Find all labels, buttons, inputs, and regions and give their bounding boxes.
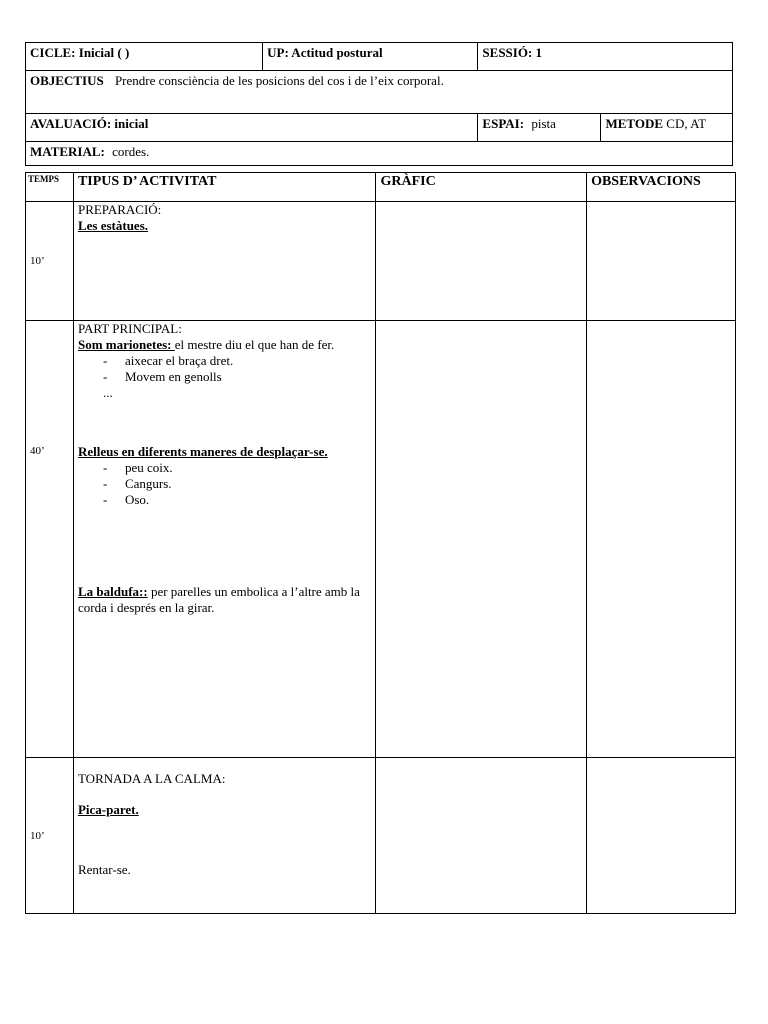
grafic-header: GRÀFIC <box>376 173 587 202</box>
activity-cell <box>73 758 375 914</box>
activity-text: per parelles un embolica a l’altre amb la corda i després en la girar. <box>77 584 360 615</box>
observacions-cell <box>587 321 736 758</box>
ellipsis: ... <box>102 385 113 400</box>
temps-header: TEMPS <box>26 173 74 202</box>
table-header-row <box>26 173 736 202</box>
section-label: TORNADA A LA CALMA: <box>77 771 226 786</box>
list-item: - peu coix. <box>102 460 173 475</box>
section-label: PREPARACIÓ: <box>77 202 162 217</box>
grafic-cell <box>376 758 587 914</box>
activity-cell <box>73 202 375 321</box>
list-item: - aixecar el braça dret. <box>102 353 234 368</box>
temps-cell <box>26 321 74 758</box>
activity-item <box>78 584 371 616</box>
observacions-cell <box>587 202 736 321</box>
table-row <box>26 321 736 758</box>
tipus-header: TIPUS D’ ACTIVITAT <box>73 173 375 202</box>
section-label: PART PRINCIPAL: <box>77 321 182 336</box>
session-header-table <box>25 42 733 166</box>
avaluacio-cell: AVALUACIÓ: inicial <box>26 114 478 142</box>
activity-title: Pica-paret. <box>77 802 139 817</box>
activity-text: Rentar-se. <box>77 862 131 877</box>
espai-label: ESPAI: <box>482 116 525 131</box>
sessio-cell: SESSIÓ: 1 <box>478 43 733 71</box>
material-label: MATERIAL: <box>30 144 105 159</box>
list-item: - Movem en genolls <box>102 369 222 384</box>
observacions-cell <box>587 758 736 914</box>
up-cell: UP: Actitud postural <box>263 43 478 71</box>
grafic-cell <box>376 321 587 758</box>
material-cell <box>26 142 733 166</box>
objectius-text: Prendre consciència de les posicions del cos i de l’eix corporal. <box>114 73 444 88</box>
activity-title: Les estàtues. <box>77 218 149 233</box>
activity-text: el mestre diu el que han de fer. <box>174 337 335 352</box>
table-row <box>26 758 736 914</box>
metode-label: METODE <box>605 116 664 131</box>
activities-table <box>25 172 736 914</box>
list-item: - Oso. <box>102 492 150 507</box>
activity-item <box>78 337 371 353</box>
observacions-header: OBSERVACIONS <box>587 173 736 202</box>
activity-title: La baldufa:: <box>77 584 148 599</box>
table-row <box>26 202 736 321</box>
temps-value: 40’ <box>30 445 45 457</box>
grafic-cell <box>376 202 587 321</box>
espai-cell <box>478 114 601 142</box>
activity-cell <box>73 321 375 758</box>
material-value: cordes. <box>112 144 150 159</box>
metode-cell <box>601 114 733 142</box>
metode-value: CD, AT <box>666 116 707 131</box>
activity-title: Relleus en diferents maneres de desplaçar-se. <box>77 444 328 459</box>
temps-cell: 10’ <box>26 758 74 914</box>
espai-value: pista <box>531 116 556 131</box>
objectius-label: OBJECTIUS <box>30 73 104 88</box>
objectius-cell <box>26 71 733 114</box>
list-item: - Cangurs. <box>102 476 172 491</box>
activity-title: Som marionetes: <box>77 337 175 352</box>
temps-cell: 10’ <box>26 202 74 321</box>
cicle-cell: CICLE: Inicial ( ) <box>26 43 263 71</box>
